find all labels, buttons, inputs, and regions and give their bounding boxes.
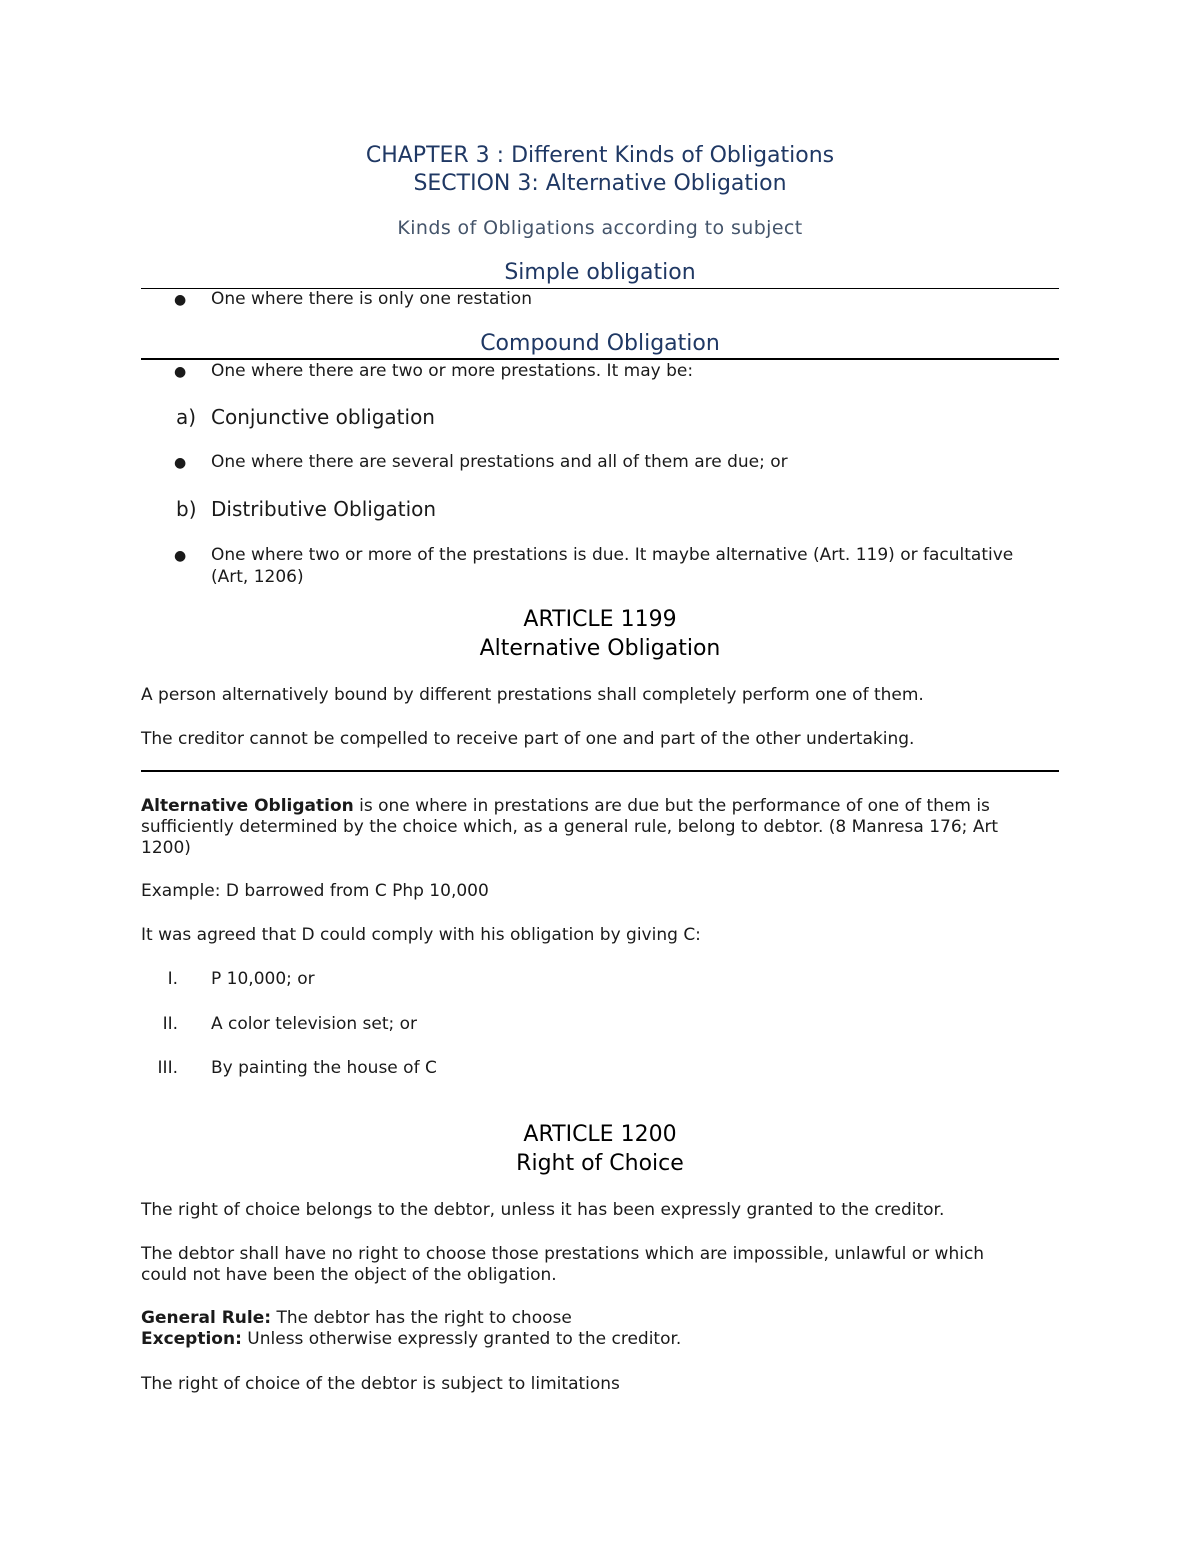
article-divider bbox=[141, 770, 1059, 772]
definition-line1 bbox=[141, 796, 990, 816]
chapter-title: CHAPTER 3 : Different Kinds of Obligations bbox=[365, 143, 835, 168]
article-1199-title: Alternative Obligation bbox=[479, 636, 721, 661]
compound-divider bbox=[141, 358, 1059, 360]
article-1200-para1: The right of choice belongs to the debtor, unless it has been expressly granted to the creditor. bbox=[141, 1200, 945, 1220]
option-text: P 10,000; or bbox=[211, 969, 315, 989]
option-marker: II. bbox=[162, 1014, 178, 1034]
article-1199-para2: The creditor cannot be compelled to receive part of one and part of the other undertaking. bbox=[141, 729, 915, 749]
article-1200-para2-line1: The debtor shall have no right to choose those prestations which are impossible, unlawful or which bbox=[141, 1244, 985, 1264]
compound-heading: Compound Obligation bbox=[480, 331, 720, 356]
item-marker: b) bbox=[176, 497, 197, 521]
distributive-detail-line1: One where two or more of the prestations is due. It maybe alternative (Art. 119) or facultative bbox=[211, 545, 1014, 565]
exception-label: Exception: bbox=[141, 1329, 242, 1349]
article-1200-para3: The right of choice of the debtor is subject to limitations bbox=[141, 1374, 620, 1394]
option-marker: III. bbox=[157, 1058, 178, 1078]
definition-term: Alternative Obligation bbox=[141, 796, 354, 816]
item-marker: a) bbox=[176, 405, 197, 429]
subtitle: Kinds of Obligations according to subject bbox=[397, 217, 803, 239]
general-rule bbox=[141, 1308, 572, 1328]
option-marker: I. bbox=[167, 969, 178, 989]
bullet-icon: ● bbox=[174, 455, 187, 471]
agreed-text: It was agreed that D could comply with his obligation by giving C: bbox=[141, 925, 701, 945]
option-text: By painting the house of C bbox=[211, 1058, 437, 1078]
simple-heading: Simple obligation bbox=[504, 260, 696, 285]
conjunctive-label: Conjunctive obligation bbox=[211, 405, 435, 429]
compound-bullet-text: One where there are two or more prestations. It may be: bbox=[211, 361, 694, 381]
article-1200-number: ARTICLE 1200 bbox=[523, 1122, 677, 1147]
general-rule-label: General Rule: bbox=[141, 1308, 272, 1328]
article-1199-number: ARTICLE 1199 bbox=[523, 607, 677, 632]
definition-line2: sufficiently determined by the choice which, as a general rule, belong to debtor. (8 Manresa 176; Art bbox=[141, 817, 999, 837]
bullet-icon: ● bbox=[174, 548, 187, 564]
conjunctive-detail: One where there are several prestations and all of them are due; or bbox=[211, 452, 788, 472]
exception bbox=[141, 1329, 681, 1349]
bullet-icon: ● bbox=[174, 364, 187, 380]
definition-line3: 1200) bbox=[141, 838, 191, 858]
example-text: Example: D barrowed from C Php 10,000 bbox=[141, 881, 489, 901]
distributive-detail-line2: (Art, 1206) bbox=[211, 567, 304, 587]
article-1200-title: Right of Choice bbox=[516, 1151, 684, 1176]
general-rule-text: The debtor has the right to choose bbox=[271, 1308, 572, 1328]
simple-bullet-text: One where there is only one restation bbox=[211, 289, 532, 309]
section-title: SECTION 3: Alternative Obligation bbox=[413, 171, 787, 196]
definition-text: is one where in prestations are due but the performance of one of them is bbox=[353, 796, 990, 816]
exception-text: Unless otherwise expressly granted to the creditor. bbox=[241, 1329, 682, 1349]
article-1200-para2-line2: could not have been the object of the obligation. bbox=[141, 1265, 557, 1285]
bullet-icon: ● bbox=[174, 292, 187, 308]
distributive-label: Distributive Obligation bbox=[211, 497, 437, 521]
option-text: A color television set; or bbox=[211, 1014, 418, 1034]
article-1199-para1: A person alternatively bound by different prestations shall completely perform one of them. bbox=[141, 685, 924, 705]
